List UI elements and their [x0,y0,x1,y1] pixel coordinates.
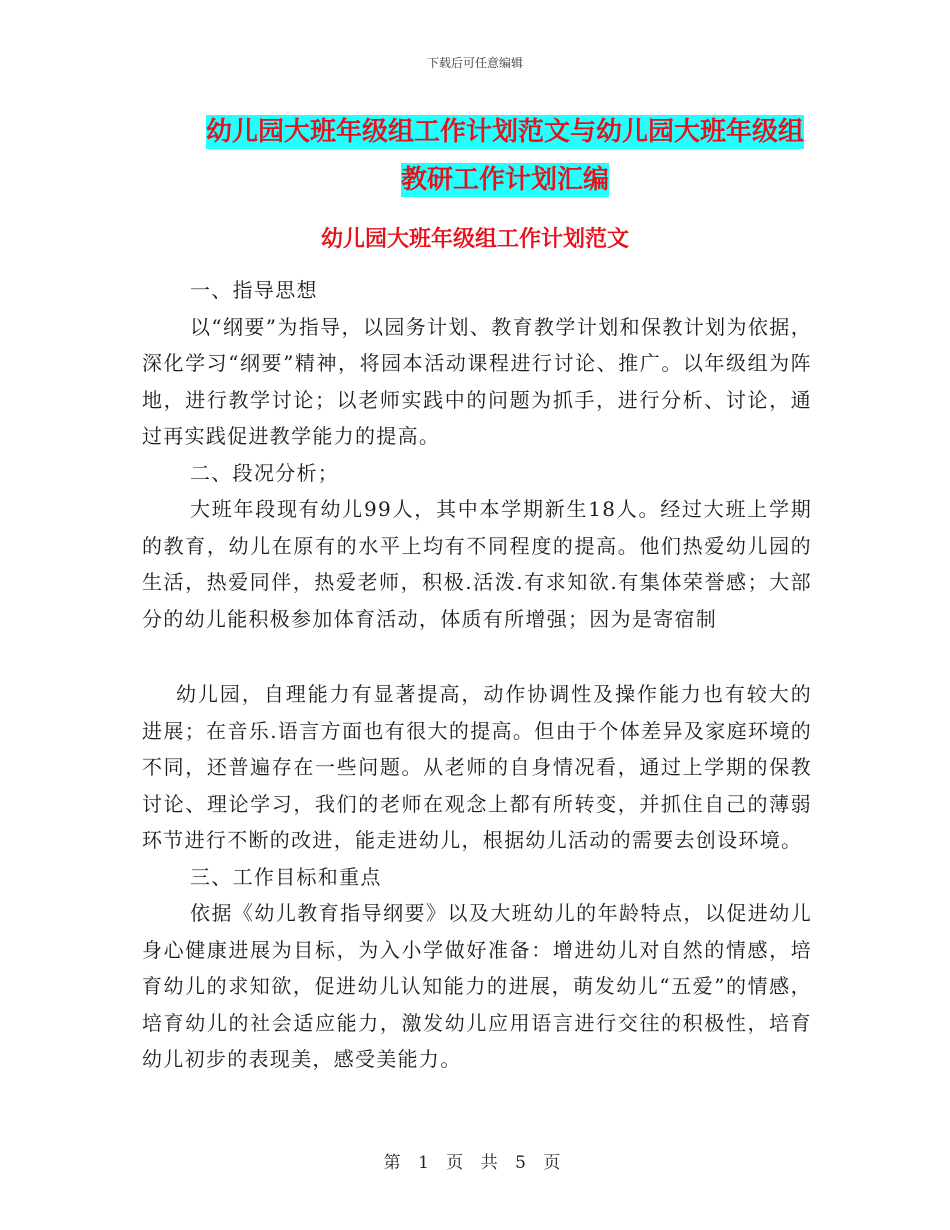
main-title [190,108,820,204]
part1-heading: 一、指导思想 [190,278,318,302]
part2-paragraph-a: 大班年段现有幼儿99人，其中本学期新生18人。经过大班上学期的教育，幼儿在原有的水平上均有不同程度的提高。他们热爱幼儿园的生活，热爱同伴，热爱老师，积极.活泼.有求知欲.有集体荣誉感；大部分的幼儿能积极参加体育活动，体质有所增强；因为是寄宿制 [142,497,812,631]
main-title-line2: 教研工作计划汇编 [400,165,609,195]
section-title: 幼儿园大班年级组工作计划范文 [320,227,629,252]
body-block-2 [142,676,812,1078]
main-title-line1: 幼儿园大班年级组工作计划范文与幼儿园大班年级组 [205,117,804,147]
part3-heading: 三、工作目标和重点 [190,864,382,889]
part1-paragraph: 以“纲要”为指导，以园务计划、教育教学计划和保教计划为依据，深化学习“纲要”精神，将园本活动课程进行讨论、推广。以年级组为阵地，进行教学讨论；以老师实践中的问题为抓手，进行分析、讨论，通过再实践促进教学能力的提高。 [142,314,812,448]
header-note: 下载后可任意编辑 [426,56,523,70]
part2-heading: 二、段况分析； [190,460,340,485]
body-block-1 [142,272,812,637]
part2-paragraph-b: 幼儿园，自理能力有显著提高，动作协调性及操作能力也有较大的进展；在音乐.语言方面也有很大的提高。但由于个体差异及家庭环境的不同，还普遍存在一些问题。从老师的自身情况看，通过上学期的保教讨论、理论学习，我们的老师在观念上都有所转变，并抓住自己的薄弱环节进行不断的改进，能走进幼儿，根据幼儿活动的需要去创设环境。 [142,682,812,852]
part3-paragraph: 依据《幼儿教育指导纲要》以及大班幼儿的年龄特点，以促进幼儿身心健康进展为目标，为入小学做好准备：增进幼儿对自然的情感，培育幼儿的求知欲，促进幼儿认知能力的进展，萌发幼儿“五爱”的情感，培育幼儿的社会适应能力，激发幼儿应用语言进行交往的积极性，培育幼儿初步的表现美，感受美能力。 [142,901,812,1071]
page-footer: 第 1 页 共 5 页 [383,1153,567,1173]
